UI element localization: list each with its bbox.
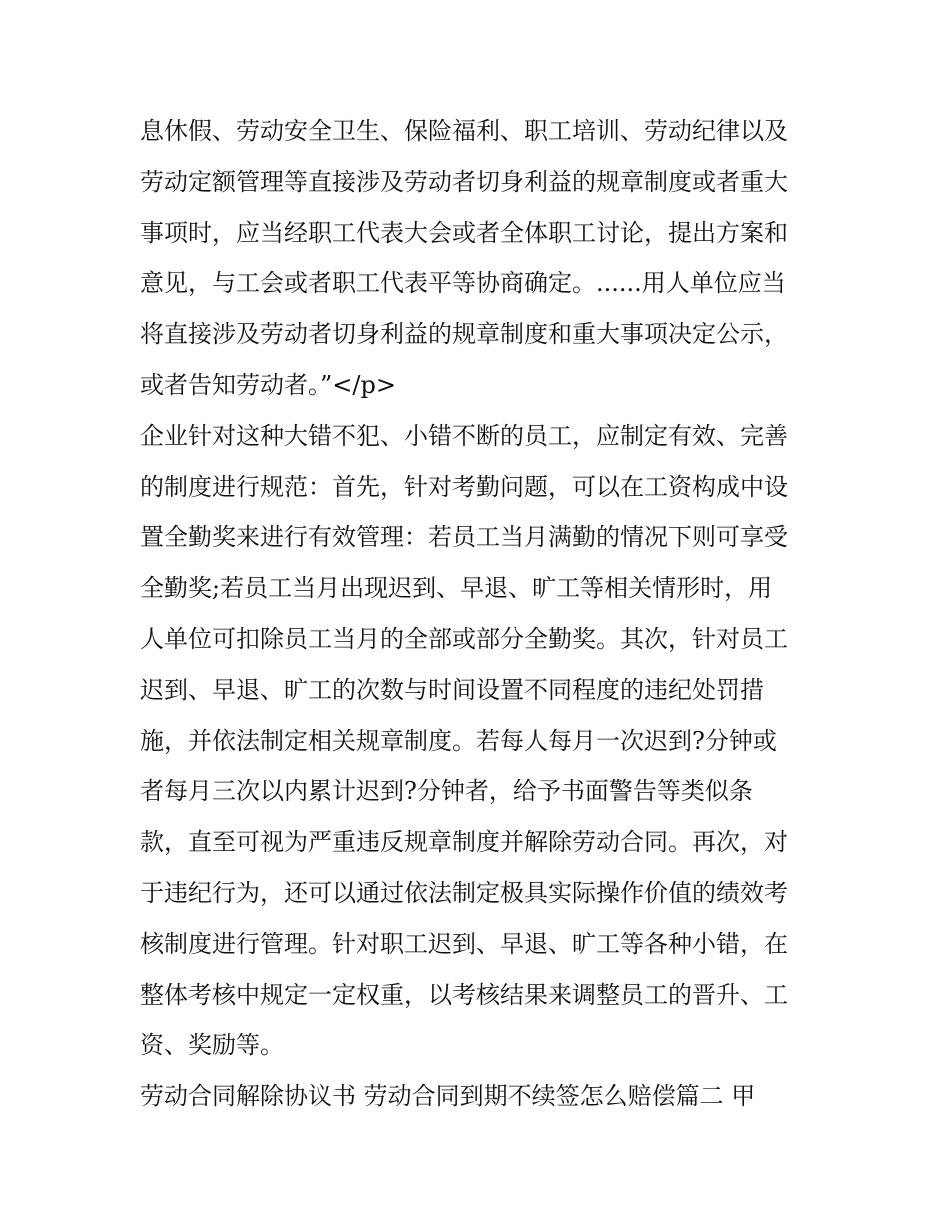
- text-line: 劳动合同解除协议书 劳动合同到期不续签怎么赔偿篇二 甲: [140, 1082, 756, 1111]
- text-line: 整体考核中规定一定权重，以考核结果来调整员工的晋升、工: [140, 980, 788, 1009]
- text-line: 人单位可扣除员工当月的全部或部分全勤奖。其次，针对员工: [140, 624, 788, 653]
- text-line: 或者告知劳动者。”</p>: [140, 370, 396, 399]
- text-line: 事项时，应当经职工代表大会或者全体职工讨论，提出方案和: [140, 218, 788, 247]
- text-line: 意见，与工会或者职工代表平等协商确定。......用人单位应当: [140, 269, 786, 298]
- text-line: 核制度进行管理。针对职工迟到、早退、旷工等各种小错，在: [140, 929, 788, 958]
- text-line: 于违纪行为，还可以通过依法制定极具实际操作价值的绩效考: [140, 878, 788, 907]
- text-line: 施，并依法制定相关规章制度。若每人每月一次迟到?分钟或: [140, 726, 777, 755]
- text-line: 款，直至可视为严重违反规章制度并解除劳动合同。再次，对: [140, 828, 788, 857]
- text-line: 迟到、早退、旷工的次数与时间设置不同程度的违纪处罚措: [140, 675, 764, 704]
- text-line: 者每月三次以内累计迟到?分钟者，给予书面警告等类似条: [140, 777, 753, 806]
- text-line: 资、奖励等。: [140, 1031, 284, 1060]
- text-line: 息休假、劳动安全卫生、保险福利、职工培训、劳动纪律以及: [140, 117, 788, 145]
- text-line: 置全勤奖来进行有效管理：若员工当月满勤的情况下则可享受: [140, 523, 788, 552]
- text-line: 将直接涉及劳动者切身利益的规章制度和重大事项决定公示，: [140, 320, 788, 349]
- text-line: 企业针对这种大错不犯、小错不断的员工，应制定有效、完善: [140, 421, 788, 450]
- text-line: 的制度进行规范：首先，针对考勤问题，可以在工资构成中设: [140, 472, 788, 501]
- document-body: [140, 106, 820, 1122]
- text-line: 全勤奖;若员工当月出现迟到、早退、旷工等相关情形时，用: [140, 574, 773, 603]
- text-line: 劳动定额管理等直接涉及劳动者切身利益的规章制度或者重大: [140, 167, 788, 196]
